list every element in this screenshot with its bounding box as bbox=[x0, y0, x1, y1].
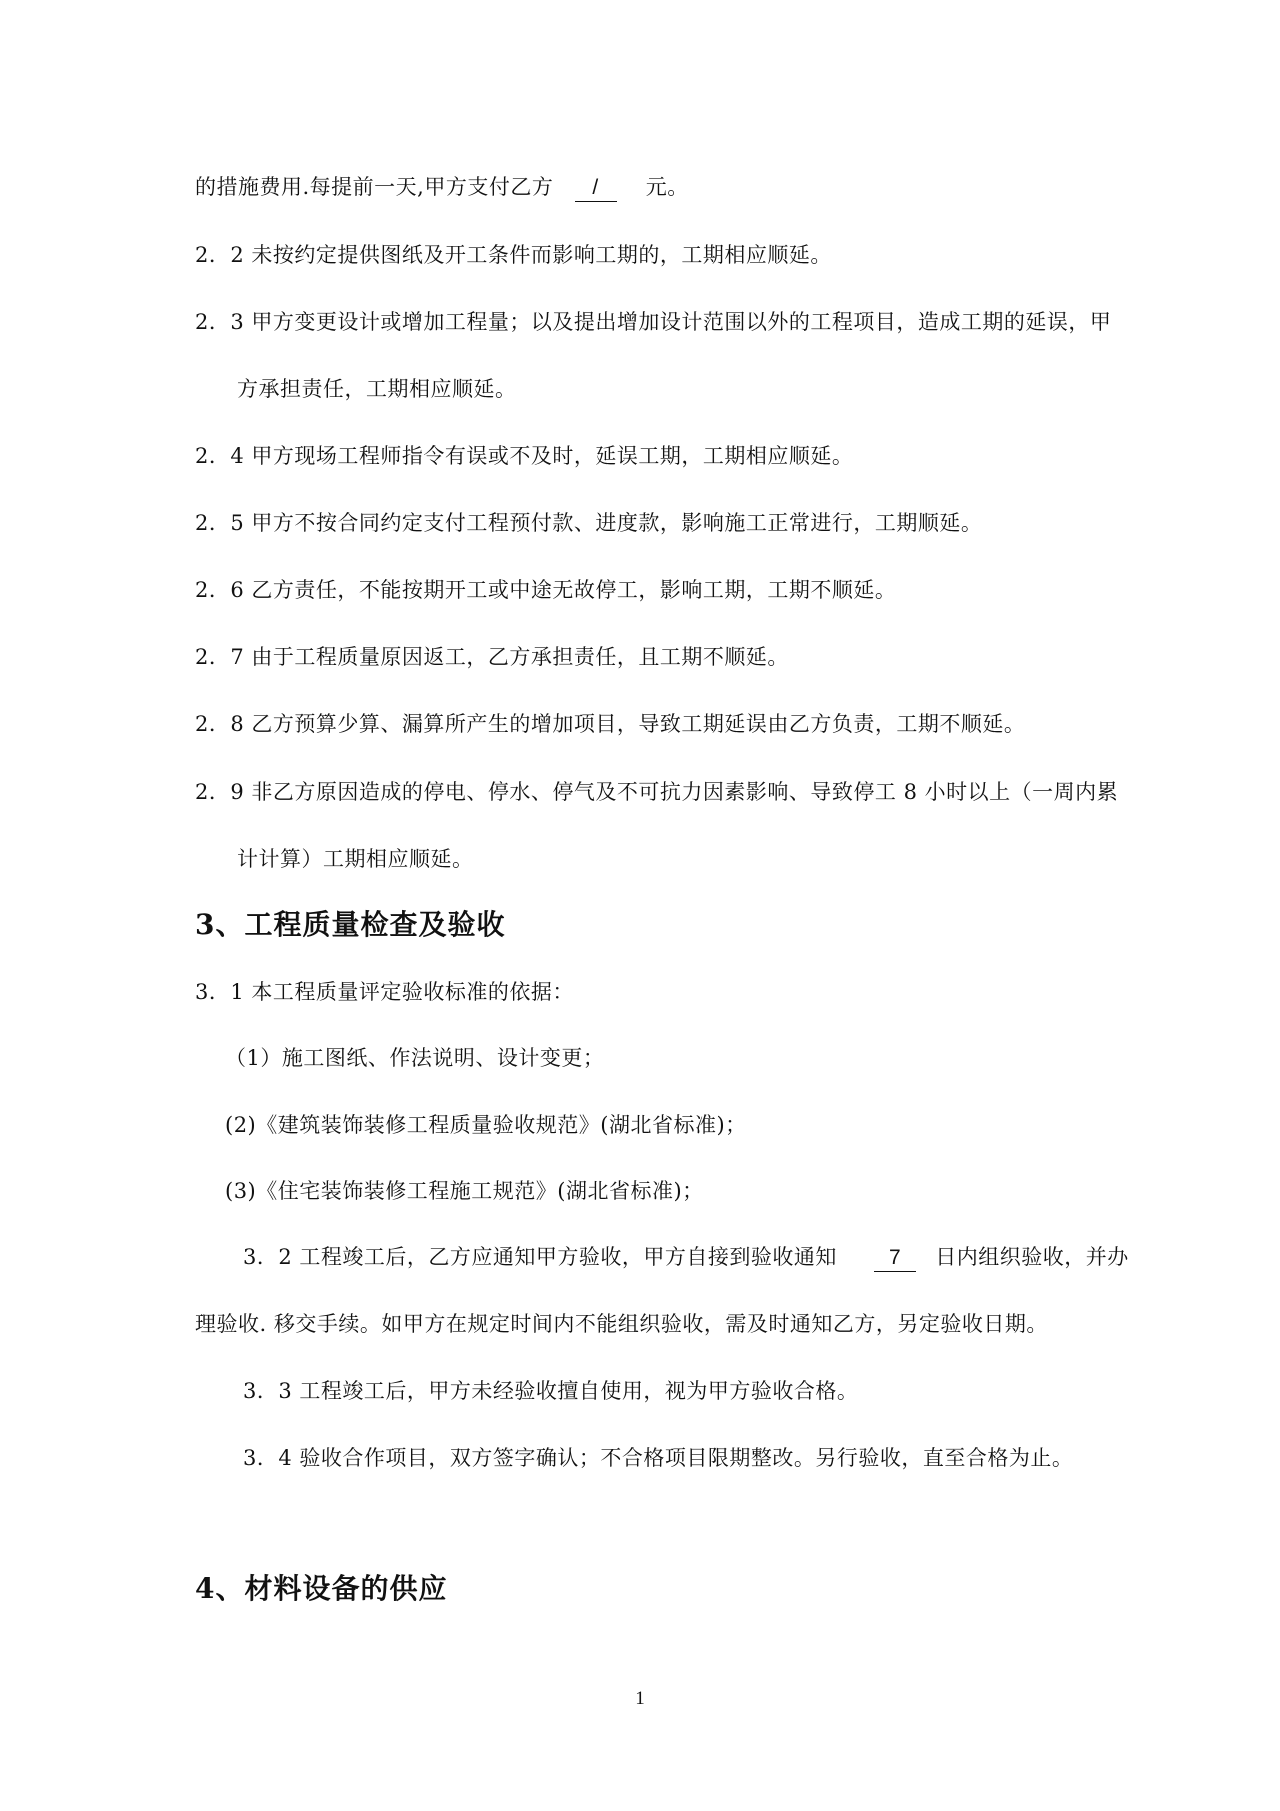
clause-2-4: 2．4 甲方现场工程师指令有误或不及时，延误工期，工期相应顺延。 bbox=[195, 444, 854, 468]
clause-3-1: 3．1 本工程质量评定验收标准的依据： bbox=[195, 980, 574, 1004]
clause-2-7: 2．7 由于工程质量原因返工，乙方承担责任，且工期不顺延。 bbox=[195, 645, 789, 669]
clause-3-4: 3．4 验收合作项目，双方签字确认；不合格项目限期整改。另行验收，直至合格为止。 bbox=[243, 1446, 1074, 1470]
clause-2-5: 2．5 甲方不按合同约定支付工程预付款、进度款，影响施工正常进行，工期顺延。 bbox=[195, 511, 983, 535]
clause-2-2: 2．2 未按约定提供图纸及开工条件而影响工期的，工期相应顺延。 bbox=[195, 243, 832, 267]
clause-3-2-continuation: 理验收. 移交手续。如甲方在规定时间内不能组织验收，需及时通知乙方，另定验收日期。 bbox=[195, 1312, 1048, 1336]
standard-item-3: (3)《住宅装饰装修工程施工规范》(湖北省标准)； bbox=[225, 1179, 704, 1203]
fill-blank-days: 7 bbox=[874, 1245, 916, 1272]
clause-3-2 bbox=[243, 1242, 1129, 1272]
clause-2-3-continuation: 方承担责任，工期相应顺延。 bbox=[237, 377, 517, 401]
clause-2-9: 2．9 非乙方原因造成的停电、停水、停气及不可抗力因素影响、导致停工 8 小时以上（一周内累 bbox=[195, 780, 1119, 804]
text-segment: 的措施费用.每提前一天,甲方支付乙方 bbox=[195, 175, 554, 199]
page-number: 1 bbox=[635, 1688, 645, 1709]
fill-blank-amount: / bbox=[575, 175, 617, 202]
section-3-heading: 3、工程质量检查及验收 bbox=[195, 908, 506, 941]
clause-2-8: 2．8 乙方预算少算、漏算所产生的增加项目，导致工期延误由乙方负责，工期不顺延。 bbox=[195, 712, 1026, 736]
standard-item-1: （1）施工图纸、作法说明、设计变更； bbox=[225, 1046, 605, 1070]
clause-2-3: 2．3 甲方变更设计或增加工程量；以及提出增加设计范围以外的工程项目，造成工期的延误，甲 bbox=[195, 310, 1112, 334]
standard-item-2: (2)《建筑装饰装修工程质量验收规范》(湖北省标准)； bbox=[225, 1113, 747, 1137]
clause-2-1-continuation bbox=[195, 172, 689, 202]
text-segment: 元。 bbox=[645, 175, 689, 199]
clause-2-6: 2．6 乙方责任，不能按期开工或中途无故停工，影响工期，工期不顺延。 bbox=[195, 578, 897, 602]
section-4-heading: 4、材料设备的供应 bbox=[195, 1572, 448, 1605]
clause-3-3: 3．3 工程竣工后，甲方未经验收擅自使用，视为甲方验收合格。 bbox=[243, 1379, 859, 1403]
clause-2-9-continuation: 计计算）工期相应顺延。 bbox=[237, 847, 474, 871]
text-segment: 日内组织验收，并办 bbox=[935, 1245, 1129, 1269]
text-segment: 3．2 工程竣工后，乙方应通知甲方验收，甲方自接到验收通知 bbox=[243, 1245, 837, 1269]
